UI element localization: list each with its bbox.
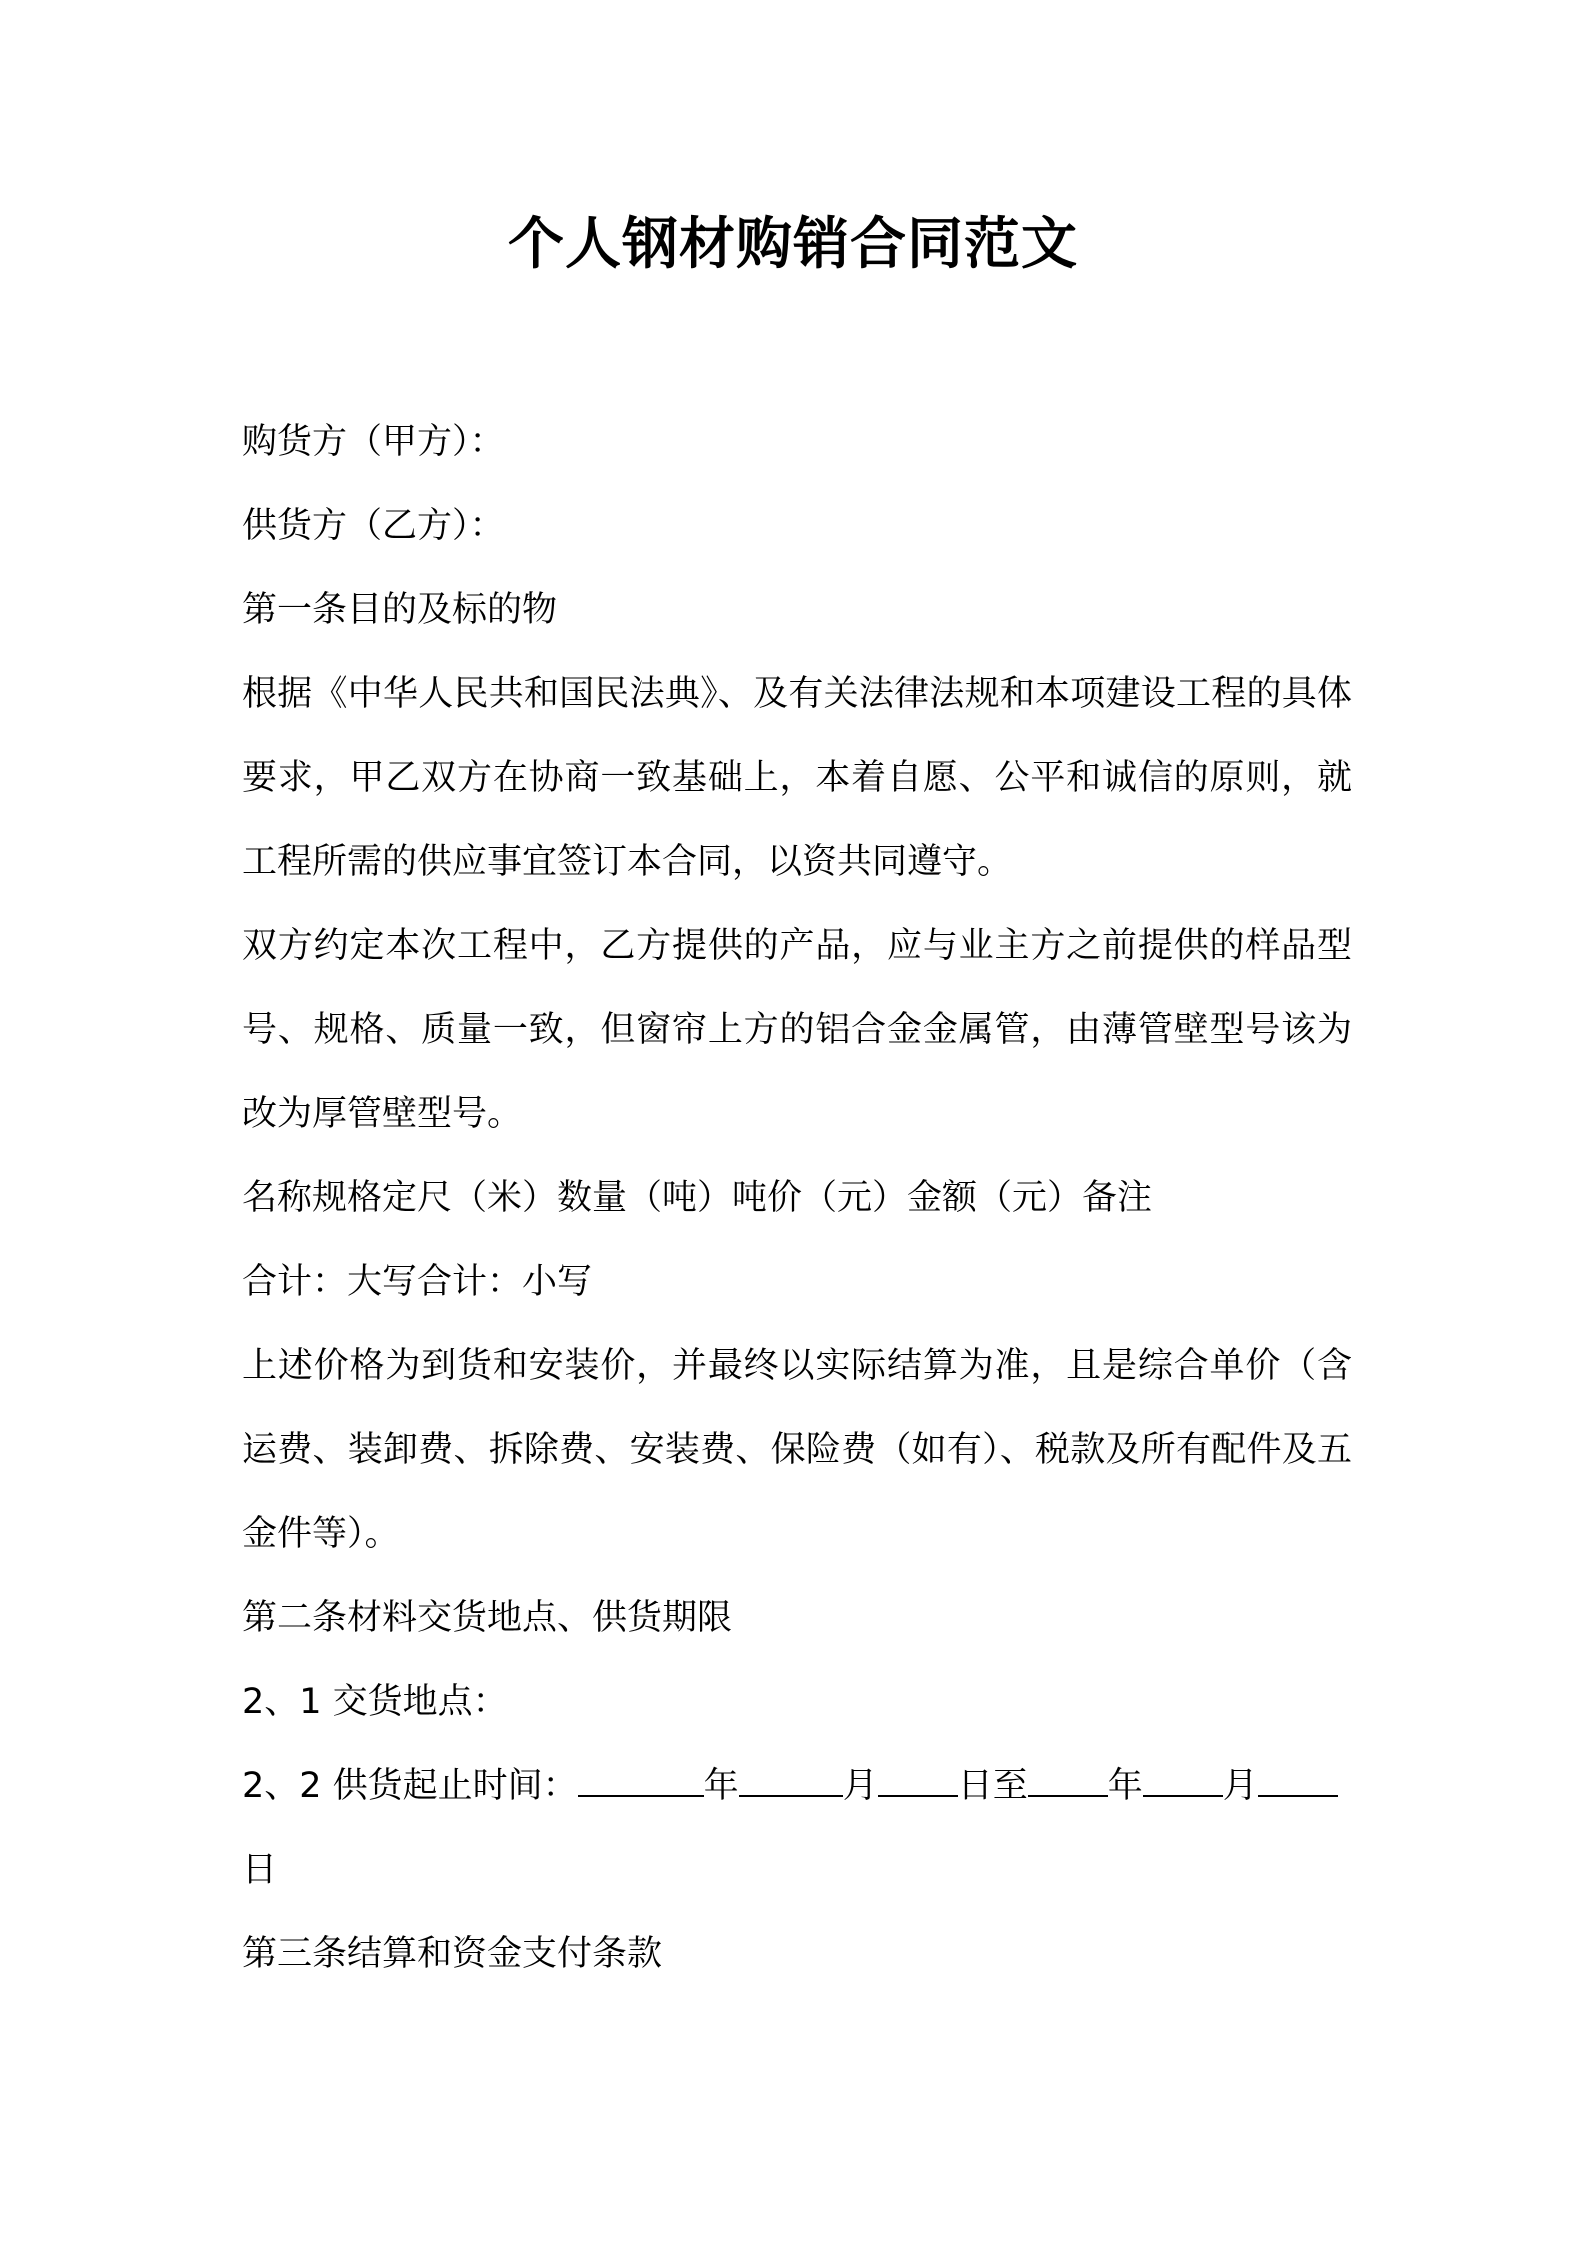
- start-month-unit: 月: [842, 1766, 878, 1806]
- goods-table-header: 名称规格定尺（米）数量（吨）吨价（元）金额（元）备注: [242, 1178, 1153, 1218]
- end-month-blank: [1143, 1794, 1223, 1797]
- end-year-unit: 年: [1107, 1766, 1143, 1806]
- article-1-heading: 第一条目的及标的物: [242, 590, 558, 630]
- start-year-unit: 年: [703, 1766, 739, 1806]
- total-line: 合计：大写合计：小写: [242, 1262, 593, 1302]
- delivery-place-line: 2、1 交货地点：: [242, 1682, 508, 1722]
- supply-period-label: 2、2 供货起止时间：: [242, 1766, 578, 1806]
- start-day-blank: [878, 1794, 958, 1797]
- article-1-paragraph-1: 根据《中华人民共和国民法典》、及有关法律法规和本项建设工程的具体要求，甲乙双方在协商一致基础上，本着自愿、公平和诚信的原则，就工程所需的供应事宜签订本合同，以资共同遵守。: [242, 674, 1352, 882]
- party-b-line: 供货方（乙方）：: [242, 506, 505, 546]
- article-1-paragraph-2: 双方约定本次工程中，乙方提供的产品，应与业主方之前提供的样品型号、规格、质量一致，但窗帘上方的铝合金金属管，由薄管壁型号该为改为厚管壁型号。: [242, 926, 1352, 1134]
- price-note-paragraph: 上述价格为到货和安装价，并最终以实际结算为准，且是综合单价（含运费、装卸费、拆除费、安装费、保险费（如有）、税款及所有配件及五金件等）。: [242, 1346, 1352, 1554]
- start-month-blank: [739, 1794, 843, 1797]
- party-a-line: 购货方（甲方）：: [242, 422, 505, 462]
- start-day-unit: 日至: [957, 1766, 1028, 1806]
- article-2-heading: 第二条材料交货地点、供货期限: [242, 1598, 733, 1638]
- supply-period-line: [242, 1744, 1352, 1828]
- supply-period-day-end: 日: [242, 1850, 278, 1890]
- end-day-blank: [1258, 1794, 1338, 1797]
- start-year-blank: [578, 1794, 704, 1797]
- document-body: [242, 400, 1352, 1996]
- end-month-unit: 月: [1222, 1766, 1258, 1806]
- article-3-heading: 第三条结算和资金支付条款: [242, 1934, 663, 1974]
- end-year-blank: [1028, 1794, 1108, 1797]
- document-title: 个人钢材购销合同范文: [508, 212, 1078, 277]
